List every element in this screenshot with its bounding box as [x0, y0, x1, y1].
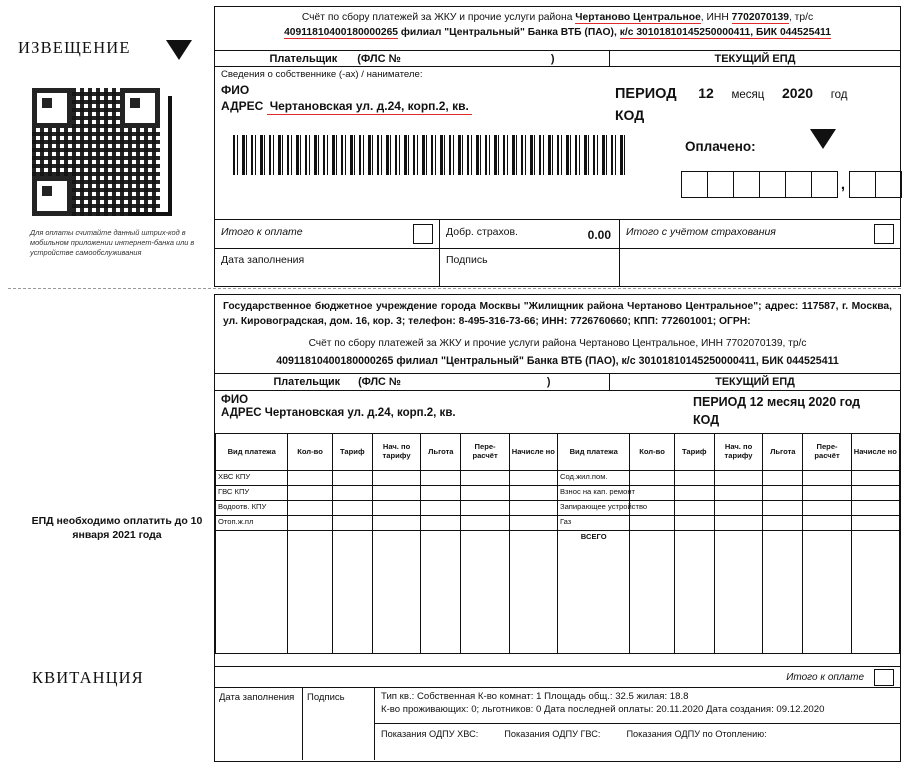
bank-bik-group	[750, 27, 831, 39]
period-month-number: 12	[698, 85, 714, 101]
current-epd-label: ТЕКУЩИЙ ЕПД	[714, 52, 796, 65]
total-with-insurance-label: Итого с учётом страхования	[626, 226, 776, 238]
cell[interactable]	[851, 486, 899, 501]
cell[interactable]	[461, 516, 509, 531]
total-with-insurance-cell	[620, 220, 900, 248]
notice-title: ИЗВЕЩЕНИЕ	[18, 38, 131, 57]
cell[interactable]	[421, 531, 461, 654]
qr-eye-icon	[32, 88, 72, 128]
paid-label: Оплачено:	[685, 139, 756, 154]
cell[interactable]	[288, 501, 332, 516]
charges-table	[215, 433, 900, 654]
fio-label: ФИО	[221, 83, 250, 97]
cell[interactable]	[714, 516, 762, 531]
receipt-period-line: ПЕРИОД 12 месяц 2020 год	[693, 395, 861, 409]
meter-hvs-label: Показания ОДПУ ХВС:	[381, 729, 479, 739]
row-left-label: ХВС КПУ	[216, 471, 288, 486]
cell[interactable]	[332, 516, 372, 531]
cell[interactable]	[461, 471, 509, 486]
cell[interactable]	[288, 471, 332, 486]
bank-ks-value: 30101810145250000411	[636, 26, 751, 38]
payer-header-cell	[215, 51, 610, 66]
fill-date-cell[interactable]: Дата заполнения	[215, 249, 440, 286]
payment-receipt-document	[8, 6, 901, 762]
qr-eye-icon	[32, 176, 72, 216]
cell[interactable]	[372, 501, 420, 516]
receipt-code-label: КОД	[693, 413, 720, 427]
cell[interactable]	[763, 471, 803, 486]
cell[interactable]	[372, 516, 420, 531]
receipt-block	[214, 333, 901, 762]
total-due-label: Итого к оплате	[221, 226, 303, 238]
notice-arrow-icon	[166, 40, 192, 60]
charges-table-header	[216, 434, 900, 471]
qr-bracket-vertical	[168, 96, 172, 212]
insurance-cell	[440, 220, 620, 248]
cell[interactable]	[461, 501, 509, 516]
cell[interactable]	[674, 501, 714, 516]
bank-district: Чертаново Центральное	[575, 12, 701, 23]
cell[interactable]	[332, 531, 372, 654]
amount-digit-cell[interactable]	[759, 171, 786, 198]
cell[interactable]	[372, 531, 420, 654]
address-row	[221, 99, 472, 113]
cell[interactable]	[461, 486, 509, 501]
receipt-header-row	[215, 373, 900, 391]
cell[interactable]	[674, 516, 714, 531]
table-row	[216, 471, 900, 486]
receipt-title: КВИТАНЦИЯ	[32, 668, 144, 687]
cell[interactable]	[851, 516, 899, 531]
cell[interactable]	[630, 516, 674, 531]
th-right-2: Тариф	[674, 434, 714, 471]
bank-branch-name: филиал "Центральный" Банка ВТБ (ПАО),	[398, 26, 620, 38]
amount-digit-cell[interactable]	[733, 171, 760, 198]
qr-instruction-text: Для оплаты считайте данный штрих-код в мобильном приложении интернет-банка или в устройстве самообслуживания	[30, 228, 195, 257]
fls-label: (ФЛС №	[357, 52, 401, 65]
amount-kopeck-cell[interactable]	[849, 171, 876, 198]
cell[interactable]	[803, 531, 851, 654]
row-right-total-label: ВСЕГО	[557, 531, 629, 654]
notice-header-row	[215, 50, 900, 67]
th-left-3: Нач. по тарифу	[372, 434, 420, 471]
bank-ks-group	[620, 27, 751, 39]
th-left-6: Начисле но	[509, 434, 557, 471]
cell[interactable]	[332, 501, 372, 516]
total-due-box[interactable]	[413, 224, 433, 244]
total-with-insurance-box[interactable]	[874, 224, 894, 244]
meter-heat-label: Показания ОДПУ по Отоплению:	[626, 729, 767, 739]
signature-cell[interactable]: Подпись	[440, 249, 620, 286]
cell[interactable]	[509, 531, 557, 654]
th-left-2: Тариф	[332, 434, 372, 471]
insurance-label: Добр. страхов.	[446, 226, 518, 238]
cell[interactable]	[288, 486, 332, 501]
cell[interactable]	[763, 501, 803, 516]
receipt-payer-label: Плательщик	[273, 376, 341, 389]
th-left-5: Пере-расчёт	[461, 434, 509, 471]
th-right-5: Пере-расчёт	[803, 434, 851, 471]
th-right-4: Льгота	[763, 434, 803, 471]
cell[interactable]	[288, 531, 332, 654]
amount-digit-cell[interactable]	[707, 171, 734, 198]
th-left-0: Вид платежа	[216, 434, 288, 471]
cell[interactable]	[216, 531, 288, 654]
bank-details-line1	[215, 7, 900, 26]
cell[interactable]	[803, 471, 851, 486]
cell[interactable]	[714, 501, 762, 516]
payment-qr-code	[32, 88, 160, 216]
bank-ks-label: к/с	[619, 26, 637, 38]
cell[interactable]	[851, 531, 899, 654]
footer-signature-label[interactable]: Подпись	[303, 688, 375, 760]
bank-account-number: 40911810400180000265	[284, 26, 399, 38]
cell[interactable]	[421, 501, 461, 516]
cell[interactable]	[763, 516, 803, 531]
th-left-4: Льгота	[421, 434, 461, 471]
th-right-0: Вид платежа	[557, 434, 629, 471]
cell[interactable]	[851, 501, 899, 516]
receipt-bank-line1: Счёт по сбору платежей за ЖКУ и прочие услуги района Чертаново Центральное, ИНН 7702070139, тр/с	[308, 338, 807, 349]
paid-amount-cells[interactable]	[681, 171, 901, 198]
cell[interactable]	[714, 486, 762, 501]
epd-deadline-text: ЕПД необходимо оплатить до 10 января 2021 года	[31, 515, 203, 542]
cell[interactable]	[803, 501, 851, 516]
cell[interactable]	[421, 471, 461, 486]
bank-bik-label: , БИК	[750, 26, 780, 38]
receipt-total-box[interactable]	[872, 667, 900, 687]
cell[interactable]	[421, 516, 461, 531]
row-right-label: Взнос на кап. ремонт	[557, 486, 629, 501]
th-right-6: Начисле но	[851, 434, 899, 471]
cell[interactable]	[461, 531, 509, 654]
cell[interactable]	[509, 486, 557, 501]
cell[interactable]	[288, 516, 332, 531]
cell[interactable]	[803, 486, 851, 501]
period-label: ПЕРИОД	[615, 86, 677, 102]
payment-barcode	[233, 135, 625, 175]
cell[interactable]	[372, 486, 420, 501]
cell[interactable]	[803, 516, 851, 531]
footer-info-text	[375, 688, 900, 724]
receipt-address-label: АДРЕС	[221, 407, 262, 420]
bank-rs-label: , тр/с	[788, 12, 814, 23]
bank-inn-value: 7702070139	[731, 12, 789, 23]
period-month-word: месяц	[731, 89, 765, 101]
footer-meters	[375, 724, 900, 744]
table-row	[216, 501, 900, 516]
cell[interactable]	[372, 471, 420, 486]
th-right-1: Кол-во	[630, 434, 674, 471]
cell[interactable]	[714, 531, 762, 654]
amount-digit-cell[interactable]	[681, 171, 708, 198]
receipt-total-row	[215, 666, 900, 688]
period-code-label: КОД	[615, 107, 645, 123]
footer-info	[375, 688, 900, 760]
receipt-fls-label: (ФЛС №	[358, 376, 401, 389]
signature-empty-cell	[620, 249, 900, 286]
bank-bik-value: 044525411	[779, 26, 831, 38]
insurance-value: 0.00	[587, 228, 611, 242]
left-column	[8, 6, 214, 687]
amount-digit-cell[interactable]	[785, 171, 812, 198]
row-left-label: Водоотв. КПУ	[216, 501, 288, 516]
receipt-total-label: Итого к оплате	[786, 672, 864, 683]
owner-info-label: Сведения о собственнике (-ах) / нанимателе:	[221, 69, 423, 80]
notice-totals-row	[215, 219, 900, 249]
row-right-label: Запирающее устройство	[557, 501, 629, 516]
bank-inn-label: , ИНН	[700, 12, 732, 23]
table-row	[216, 516, 900, 531]
cell[interactable]	[630, 486, 674, 501]
cell[interactable]	[674, 486, 714, 501]
row-left-label: ГВС КПУ	[216, 486, 288, 501]
th-left-1: Кол-во	[288, 434, 332, 471]
notice-signature-row	[215, 249, 900, 286]
cell[interactable]	[763, 531, 803, 654]
qr-bracket-horizontal	[128, 212, 172, 216]
receipt-fio-label: ФИО	[221, 394, 249, 407]
notice-block	[214, 6, 901, 287]
th-right-3: Нач. по тарифу	[714, 434, 762, 471]
period-year-word: год	[830, 89, 848, 101]
footer-info-line2: К-во проживающих: 0; льготников: 0 Дата последней оплаты: 20.11.2020 Дата создания: 09.12.2020	[381, 703, 825, 715]
row-right-label: Сод.жил.пом.	[557, 471, 629, 486]
receipt-current-epd-label: ТЕКУЩИЙ ЕПД	[715, 376, 795, 389]
cell[interactable]	[332, 471, 372, 486]
tear-off-separator	[8, 288, 901, 289]
period-block	[615, 85, 895, 102]
cell[interactable]	[332, 486, 372, 501]
address-value: Чертановская ул. д.24, корп.2, кв.	[267, 99, 472, 115]
total-due-cell	[215, 220, 440, 248]
receipt-bank-line2: 40911810400180000265 филиал "Центральный" Банка ВТБ (ПАО), к/с 30101810145250000411, БИК 044525411	[276, 354, 839, 367]
row-left-label: Отоп.ж.пл	[216, 516, 288, 531]
row-right-label: Газ	[557, 516, 629, 531]
cell[interactable]	[421, 486, 461, 501]
footer-info-line1: Тип кв.: Собственная К-во комнат: 1 Площадь общ.: 32.5 жилая: 18.8	[381, 691, 689, 702]
cell[interactable]	[509, 471, 557, 486]
payer-label: Плательщик	[269, 52, 338, 65]
receipt-fls-close: )	[546, 376, 551, 389]
bank-prefix: Счёт по сбору платежей за ЖКУ и прочие услуги района	[301, 12, 576, 23]
cell[interactable]	[674, 531, 714, 654]
period-year: 2020	[781, 85, 814, 101]
table-row	[216, 486, 900, 501]
fls-close-paren: )	[550, 52, 555, 65]
address-label: АДРЕС	[221, 99, 264, 113]
amount-kopeck-cell[interactable]	[875, 171, 902, 198]
cell[interactable]	[714, 471, 762, 486]
cell[interactable]	[763, 486, 803, 501]
amount-digit-cell[interactable]	[811, 171, 838, 198]
receipt-payer-cell	[215, 374, 610, 390]
cell[interactable]	[509, 516, 557, 531]
qr-eye-icon	[120, 88, 160, 128]
receipt-address-value: Чертановская ул. д.24, корп.2, кв.	[264, 407, 456, 420]
cell[interactable]	[509, 501, 557, 516]
bank-details-line2	[215, 26, 900, 41]
organization-details: Государственное бюджетное учреждение города Москвы "Жилищник района Чертаново Центральное"; адрес: 117587, г. Москва, ул. Кировоградская, дом. 16, кор. 3; телефон: 8-495-316-73-66; ИНН: 7726760660; КПП: 772601001; ОГРН:	[214, 294, 901, 334]
cell[interactable]	[630, 531, 674, 654]
table-row-total	[216, 531, 900, 654]
meter-gvs-label: Показания ОДПУ ГВС:	[504, 729, 601, 739]
cell[interactable]	[851, 471, 899, 486]
footer-date-label[interactable]: Дата заполнения	[215, 688, 303, 760]
cell[interactable]	[674, 471, 714, 486]
receipt-footer	[215, 688, 900, 760]
amount-decimal-separator: ,	[840, 176, 846, 193]
cell[interactable]	[630, 471, 674, 486]
paid-arrow-icon	[810, 129, 836, 149]
